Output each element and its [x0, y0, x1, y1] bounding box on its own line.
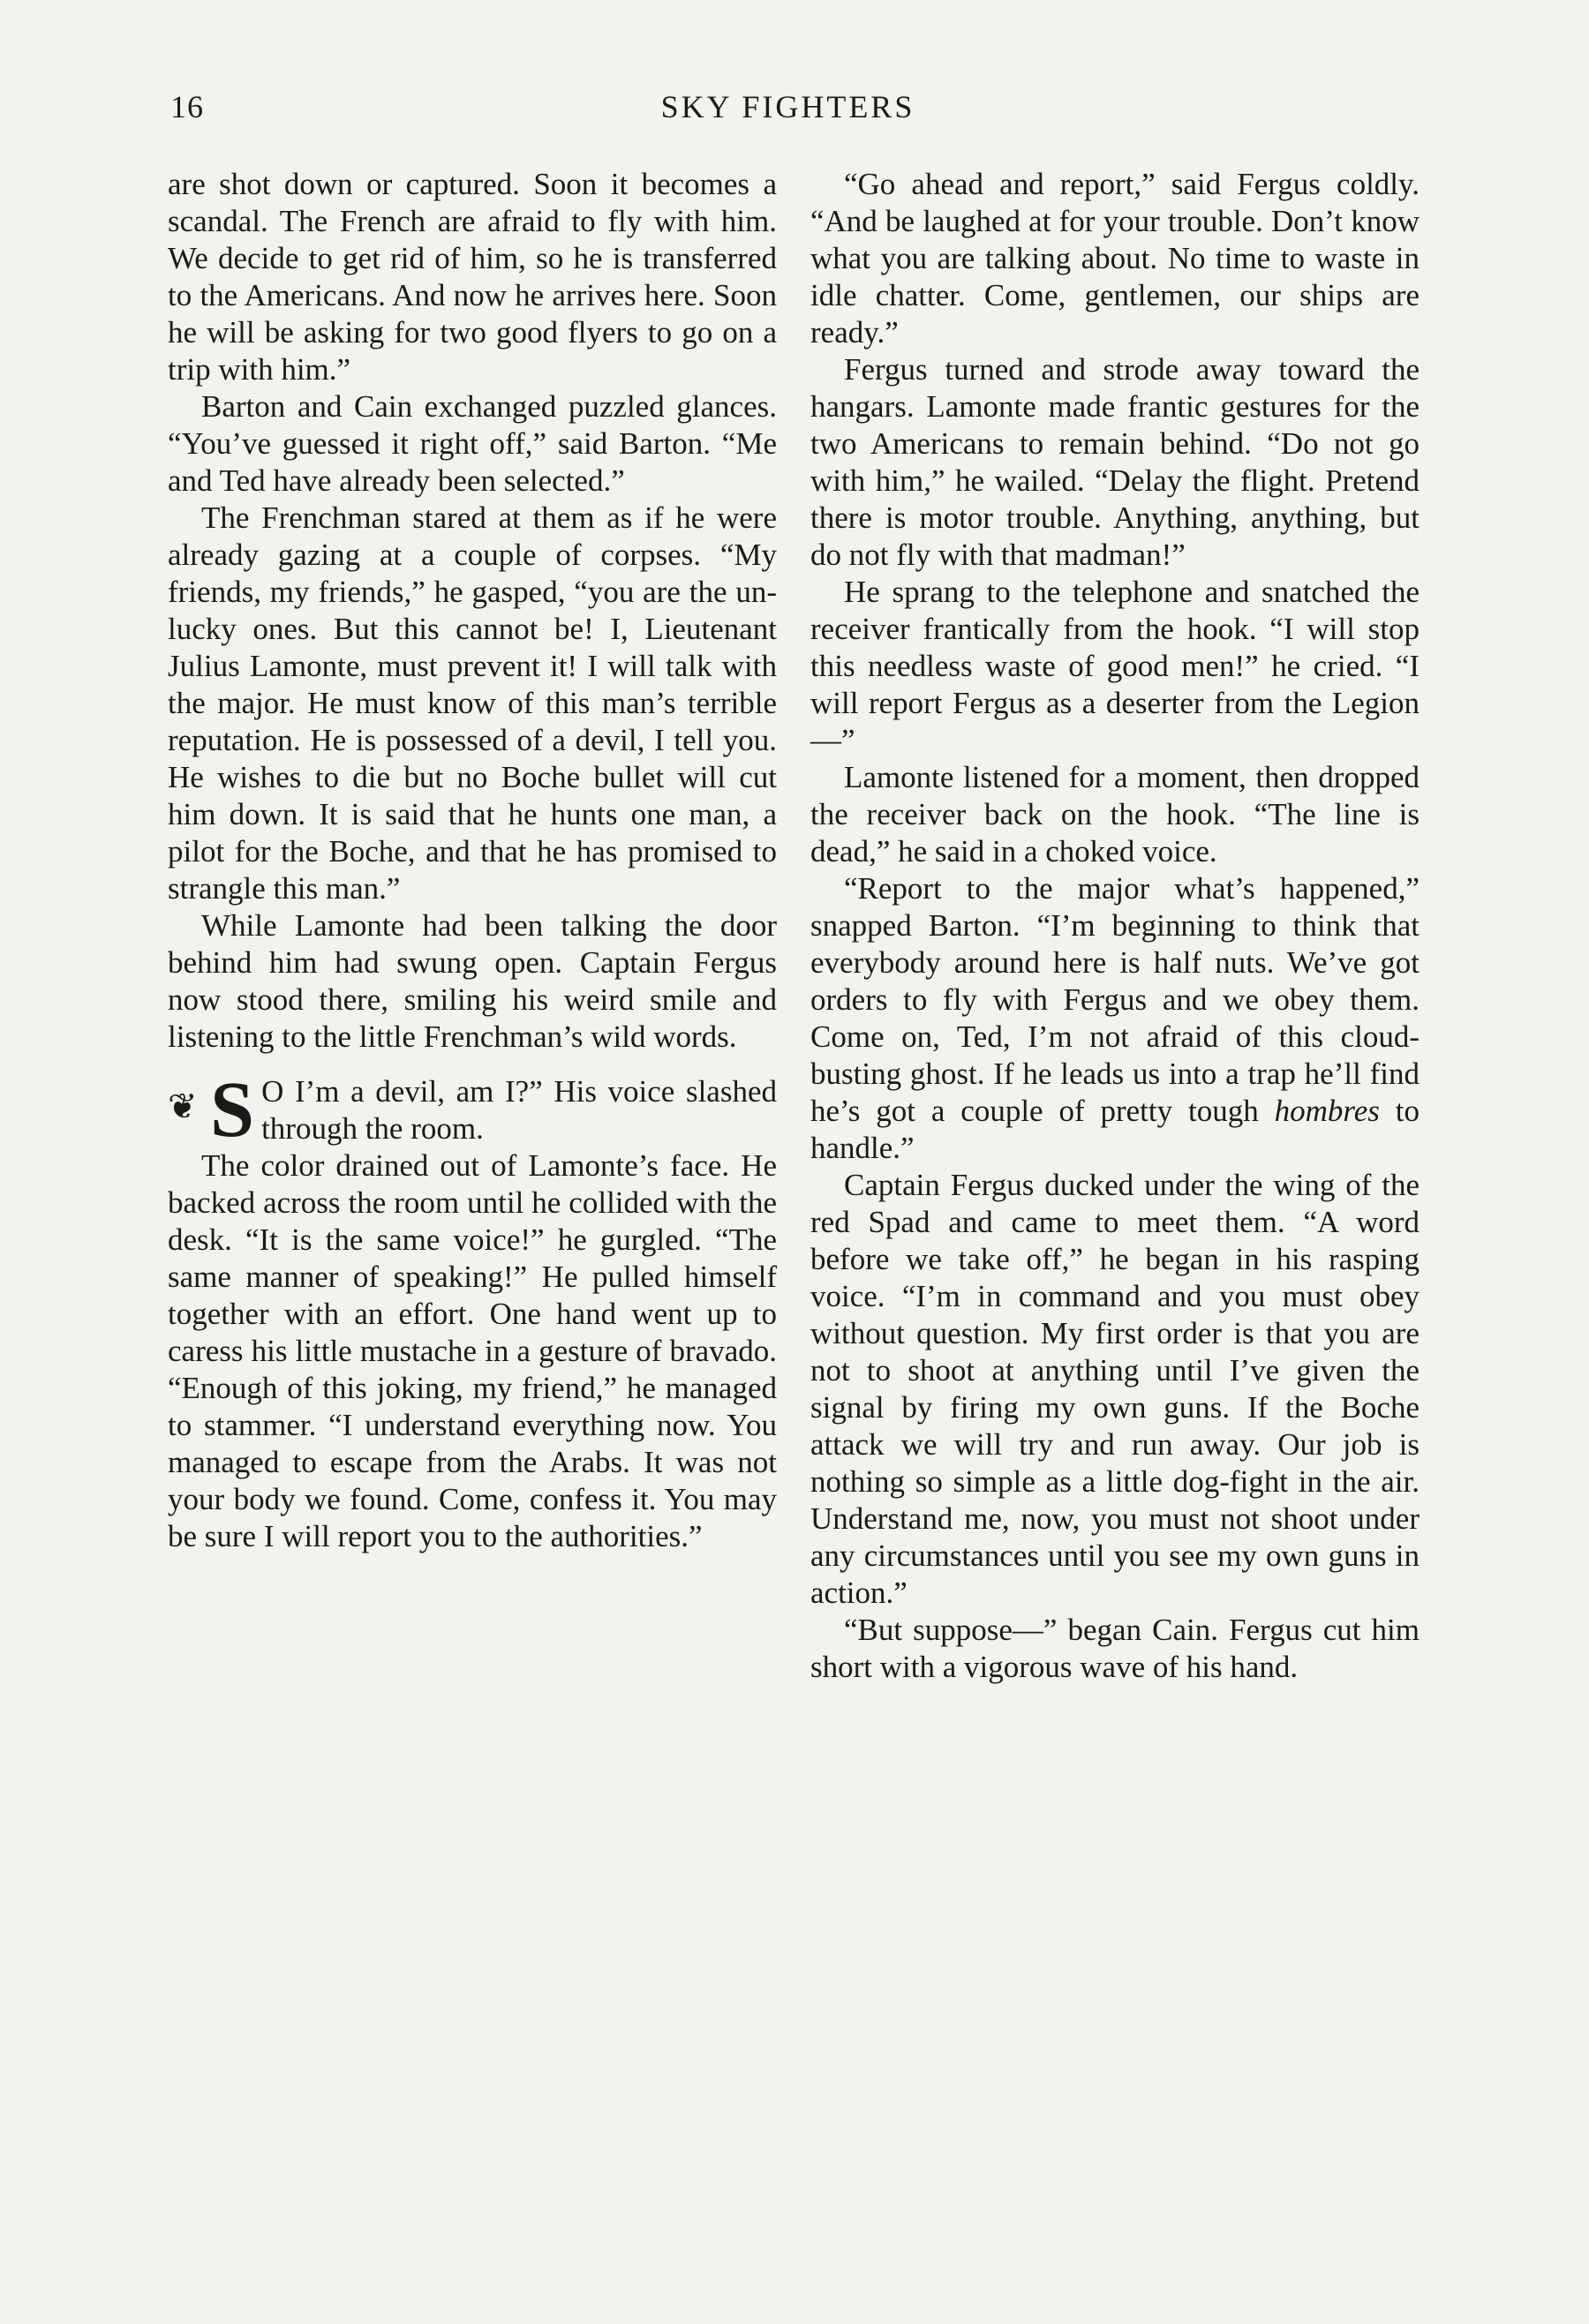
paragraph: “Go ahead and report,” said Fergus coldly. “And be laughed at for your trouble. Don’t know what you are talking about. No time to waste in idle chatter. Come, gentlemen, our ships are ready.”: [810, 167, 1420, 350]
paragraph: The color drained out of Lamonte’s face. He backed across the room until he collided with the desk. “It is the same voice!” he gurgled. “The same manner of speaking!” He pulled himself together with an effort. One hand went up to caress his little mustache in a gesture of bravado. “Enough of this joking, my friend,” he managed to stammer. “I understand everything now. You managed to escape from the Arabs. It was not your body we found. Come, confess it. You may be sure I will report you to the authorities.”: [168, 1148, 777, 1553]
section-break: [168, 1056, 777, 1073]
paragraph: “But suppose—” began Cain. Fergus cut him short with a vigorous wave of his hand.: [810, 1613, 1420, 1684]
paragraph: The Frenchman stared at them as if he were already gazing at a couple of corpses. “My friends, my friends,” he gasped, “you are the unlucky ones. But this cannot be! I, Lieutenant Julius Lamonte, must prevent it! I will talk with the major. He must know of this man’s terrible reputation. He is possessed of a devil, I tell you. He wishes to die but no Boche bullet will cut him down. It is said that he hunts one man, a pilot for the Boche, and that he has promised to strangle this man.”: [168, 500, 777, 906]
dropcap-text: O I’m a devil, am I?” His voice slashed through the room.: [261, 1074, 777, 1146]
page-number: 16: [170, 89, 204, 124]
paragraph: He sprang to the telephone and snatched the receiver frantically from the hook. “I will stop this needless waste of good men!” he cried. “I will report Fergus as a deserter from the Legion—”: [810, 575, 1420, 757]
paragraph: are shot down or captured. Soon it becomes a scandal. The French are afraid to fly with him. We decide to get rid of him, so he is transferred to the Americans. And now he arrives here. Soon he will be asking for two good flyers to go on a trip with him.”: [168, 167, 777, 387]
paragraph: Barton and Cain exchanged puzzled glances. “You’ve guessed it right off,” said Barton. “Me and Ted have already been selected.”: [168, 389, 777, 498]
drop-cap: [168, 1066, 255, 1154]
running-title: SKY FIGHTERS: [660, 89, 915, 124]
ornament-icon: ❦: [168, 1087, 198, 1126]
drop-cap-letter: S: [210, 1066, 255, 1154]
page-header: [163, 88, 1412, 141]
paragraph-text: “Report to the major what’s happened,” snapped Barton. “I’m beginning to think that everybody around here is half nuts. We’ve got orders to fly with Fergus and we obey them. Come on, Ted, I’m not afraid of this cloud-busting ghost. If he leads us into a trap he’ll find he’s got a couple of pretty tough: [810, 871, 1420, 1128]
paragraph: Lamonte listened for a moment, then dropped the receiver back on the hook. “The line is dead,” he said in a choked voice.: [810, 760, 1420, 869]
left-column: [168, 166, 777, 1555]
paragraph: Captain Fergus ducked under the wing of the red Spad and came to meet them. “A word before we take off,” he began in his rasping voice. “I’m in command and you must obey without question. My first order is that you are not to shoot at anything until I’ve given the signal by firing my own guns. If the Boche attack we will try and run away. Our job is nothing so simple as a little dog-fight in the air. Understand me, now, you must not shoot under any circumstances until you see my own guns in action.”: [810, 1168, 1420, 1610]
right-column: [810, 166, 1420, 1686]
dropcap-paragraph: [168, 1066, 777, 1154]
paragraph: Fergus turned and strode away toward the hangars. Lamonte made frantic gestures for the two Americans to remain behind. “Do not go with him,” he wailed. “Delay the flight. Pretend there is motor trouble. Anything, anything, but do not fly with that madman!”: [810, 352, 1420, 572]
italic-word: hombres: [1274, 1094, 1380, 1128]
paragraph: While Lamonte had been talking the door behind him had swung open. Captain Fergus now stood there, smiling his weird smile and listening to the little Frenchman’s wild words.: [168, 908, 777, 1054]
paragraph: [810, 870, 1420, 1167]
paragraph-text: to handle.”: [810, 1094, 1420, 1165]
